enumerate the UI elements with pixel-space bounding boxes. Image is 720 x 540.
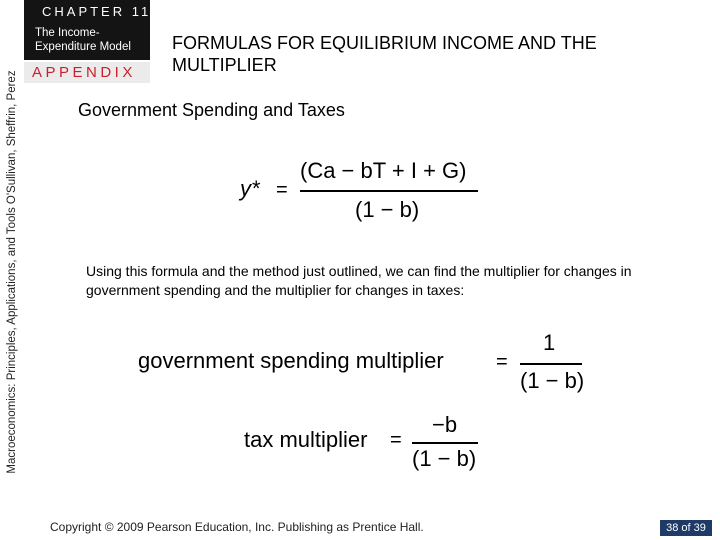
slide-subtitle: Government Spending and Taxes — [78, 100, 345, 120]
slide-title: FORMULAS FOR EQUILIBRIUM INCOME AND THE MULTIPLIER — [172, 33, 597, 75]
equals-sign: = — [276, 179, 288, 201]
equals-sign: = — [496, 351, 508, 373]
fraction-bar — [520, 363, 582, 365]
tax-multiplier-denominator: (1 − b) — [412, 446, 477, 471]
page-number-badge: 38 of 39 — [660, 520, 712, 536]
formula-numerator: (Ca − bT + I + G) — [300, 158, 467, 183]
formula-lhs: y* — [240, 176, 260, 201]
gov-multiplier-denominator: (1 − b) — [520, 368, 585, 393]
body-paragraph: Using this formula and the method just outlined, we can find the multiplier for changes in government spending and the multiplier for changes in taxes: — [86, 263, 632, 298]
fraction-bar — [412, 442, 478, 444]
fraction-bar — [300, 190, 478, 192]
tax-multiplier-numerator: −b — [432, 412, 458, 437]
copyright-notice: Copyright © 2009 Pearson Education, Inc. Publishing as Prentice Hall. — [50, 520, 424, 534]
gov-multiplier-label: government spending multiplier — [138, 348, 444, 373]
book-credit-vertical: Macroeconomics: Principles, Applications, and Tools O'Sullivan, Sheffrin, Perez — [6, 70, 18, 474]
tax-multiplier-label: tax multiplier — [244, 427, 368, 452]
gov-multiplier-numerator: 1 — [543, 330, 556, 355]
equals-sign: = — [390, 429, 402, 451]
chapter-label: CHAPTER 11 — [42, 4, 152, 19]
formula-denominator: (1 − b) — [355, 197, 420, 222]
appendix-label: APPENDIX — [32, 64, 136, 81]
appendix-banner — [24, 62, 150, 83]
chapter-title: The Income-Expenditure Model — [35, 27, 131, 53]
